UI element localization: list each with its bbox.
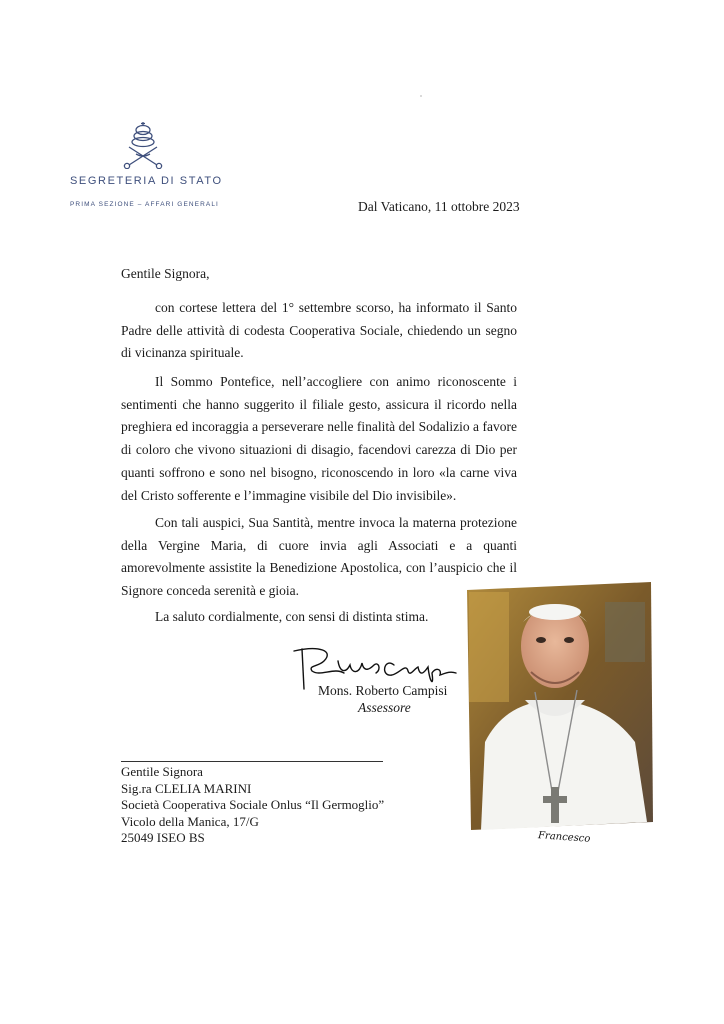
letter-paragraph: con cortese lettera del 1° settembre scorso, ha informato il Santo Padre delle attività di codesta Cooperativa Sociale, chiedendo un segno di vicinanza spirituale.: [121, 300, 517, 361]
address-divider: [121, 761, 383, 762]
photo-caption-signature: Francesco: [537, 830, 591, 845]
letter-closing: La saluto cordialmente, con sensi di distinta stima.: [155, 609, 429, 624]
letter-paragraph: Il Sommo Pontefice, nell’accogliere con animo riconoscente i sentimenti che hanno suggerito il filiale gesto, assicura il ricordo nella preghiera ed incoraggia a perseverare nelle finalità del Sodalizio a favore di coloro che vivono situazioni di disagio, facendovi carezza di Dio per quanti soffrono e sono nel bisogno, riconoscendo in loro «la carne viva del Cristo sofferente e l’immagine visibile del Dio invisibile».: [121, 374, 517, 503]
office-section: PRIMA SEZIONE – AFFARI GENERALI: [70, 201, 219, 208]
recipient-address: [121, 764, 384, 847]
letter-date: Dal Vaticano, 11 ottobre 2023: [358, 199, 520, 214]
letter-paragraph: Con tali auspici, Sua Santità, mentre invoca la materna protezione della Vergine Maria, di cuore invia agli Associati e a quanti amorevolmente assistite la Benedizione Apostolica, con l’auspicio che il Signore conceda serenità e gioia.: [121, 515, 517, 599]
signer-role: Assessore: [358, 700, 411, 715]
address-line: Sig.ra CLELIA MARINI: [121, 780, 252, 796]
signer-name: Mons. Roberto Campisi: [318, 683, 448, 698]
office-name: SEGRETERIA DI STATO: [70, 175, 223, 187]
pope-photo: [465, 582, 653, 832]
papal-crest-icon: [121, 121, 165, 169]
scan-speck: [420, 95, 422, 97]
address-line: Vicolo della Manica, 17/G: [121, 813, 259, 829]
address-line: Gentile Signora: [121, 764, 203, 779]
address-line: 25049 ISEO BS: [121, 830, 205, 845]
address-line: Società Cooperativa Sociale Onlus “Il Germoglio”: [121, 797, 385, 812]
letter-greeting: Gentile Signora,: [121, 266, 210, 281]
